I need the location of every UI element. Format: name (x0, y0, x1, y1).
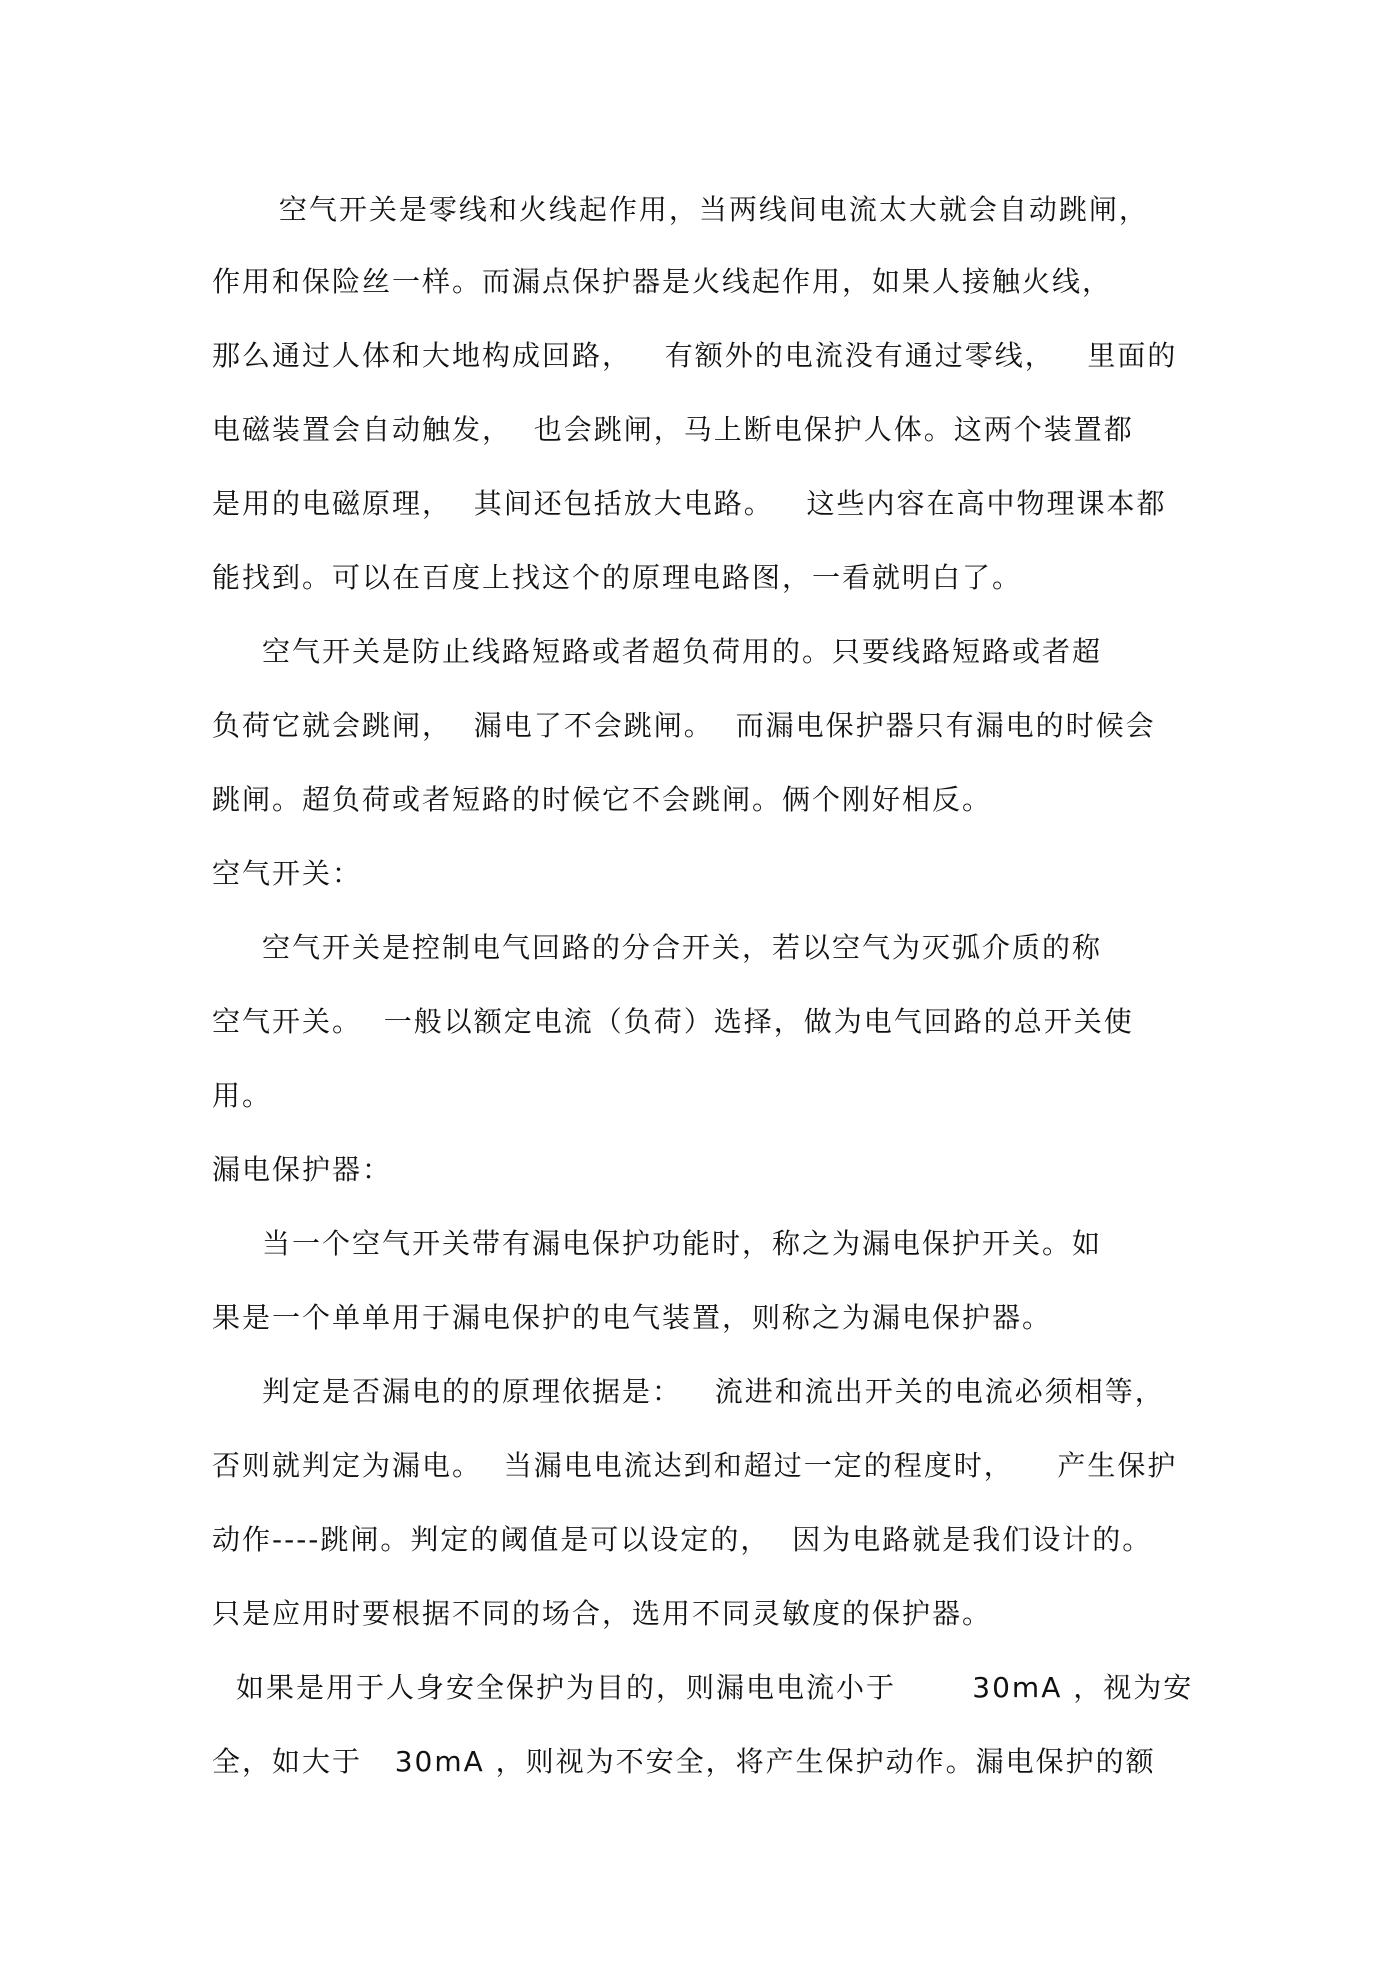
paragraph-line: 空气开关。 一般以额定电流（负荷）选择，做为电气回路的总开关使 (212, 1005, 1134, 1038)
paragraph-line: 判定是否漏电的的原理依据是： 流进和流出开关的电流必须相等， (262, 1375, 1165, 1408)
section-heading: 漏电保护器： (212, 1153, 393, 1186)
paragraph-line: 是用的电磁原理， 其间还包括放大电路。 这些内容在高中物理课本都 (212, 487, 1167, 520)
paragraph-line: 空气开关是防止线路短路或者超负荷用的。只要线路短路或者超 (262, 635, 1103, 668)
paragraph-line: 跳闸。超负荷或者短路的时候它不会跳闸。俩个刚好相反。 (212, 783, 993, 816)
paragraph-line: 那么通过人体和大地构成回路， 有额外的电流没有通过零线， 里面的 (212, 339, 1178, 372)
paragraph-line: 电磁装置会自动触发， 也会跳闸，马上断电保护人体。这两个装置都 (212, 413, 1134, 446)
paragraph-line: 能找到。可以在百度上找这个的原理电路图，一看就明白了。 (212, 561, 1023, 594)
paragraph-line: 当一个空气开关带有漏电保护功能时，称之为漏电保护开关。如 (262, 1227, 1103, 1260)
paragraph-line: 果是一个单单用于漏电保护的电气装置，则称之为漏电保护器。 (212, 1301, 1053, 1334)
paragraph-line: 否则就判定为漏电。 当漏电电流达到和超过一定的程度时， 产生保护 (212, 1449, 1178, 1482)
paragraph-line: 空气开关是控制电气回路的分合开关，若以空气为灭弧介质的称 (262, 931, 1103, 964)
paragraph-line: 用。 (212, 1079, 273, 1112)
paragraph-line: 空气开关是零线和火线起作用，当两线间电流太大就会自动跳闸， (268, 193, 1149, 226)
paragraph-line: 负荷它就会跳闸， 漏电了不会跳闸。 而漏电保护器只有漏电的时候会 (212, 709, 1156, 742)
paragraph-line: 只是应用时要根据不同的场合，选用不同灵敏度的保护器。 (212, 1597, 993, 1630)
paragraph-line: 作用和保险丝一样。而漏点保护器是火线起作用，如果人接触火线， (212, 265, 1113, 298)
section-heading: 空气开关： (212, 857, 363, 890)
paragraph-line: 动作----跳闸。判定的阈值是可以设定的， 因为电路就是我们设计的。 (212, 1523, 1153, 1556)
paragraph-line: 全，如大于 30mA ，则视为不安全，将产生保护动作。漏电保护的额 (212, 1745, 1156, 1778)
paragraph-line: 如果是用于人身安全保护为目的，则漏电电流小于 30mA ，视为安 (236, 1671, 1194, 1704)
